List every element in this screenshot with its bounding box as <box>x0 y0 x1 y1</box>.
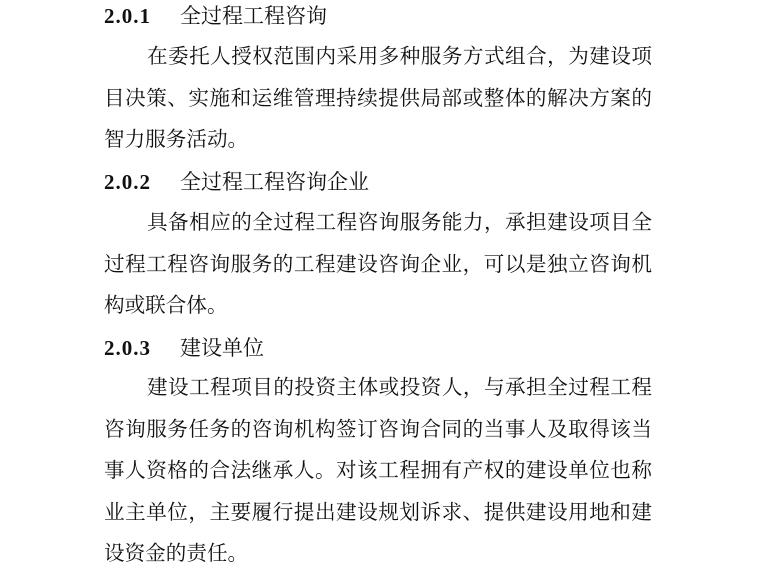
section-heading-2-0-1 <box>104 0 327 32</box>
section-title: 全过程工程咨询企业 <box>180 170 369 194</box>
section-heading-2-0-2 <box>104 166 369 198</box>
section-body-2-0-3: 建设工程项目的投资主体或投资人，与承担全过程工程咨询服务任务的咨询机构签订咨询合同的当事人及取得该当事人资格的合法继承人。对该工程拥有产权的建设单位也称业主单位，主要履行提出建设规划诉求、提供建设用地和建设资金的责任。 <box>104 375 652 565</box>
section-title: 建设单位 <box>180 336 264 360</box>
section-title: 全过程工程咨询 <box>180 4 327 28</box>
section-body-2-0-1: 在委托人授权范围内采用多种服务方式组合，为建设项目决策、实施和运维管理持续提供局部或整体的解决方案的智力服务活动。 <box>104 44 652 151</box>
section-heading-2-0-3 <box>104 332 264 364</box>
section-body-2-0-2: 具备相应的全过程工程咨询服务能力，承担建设项目全过程工程咨询服务的工程建设咨询企业，可以是独立咨询机构或联合体。 <box>104 210 652 317</box>
section-number: 2.0.3 <box>104 336 151 360</box>
section-number: 2.0.2 <box>104 170 151 194</box>
section-number: 2.0.1 <box>104 4 151 28</box>
